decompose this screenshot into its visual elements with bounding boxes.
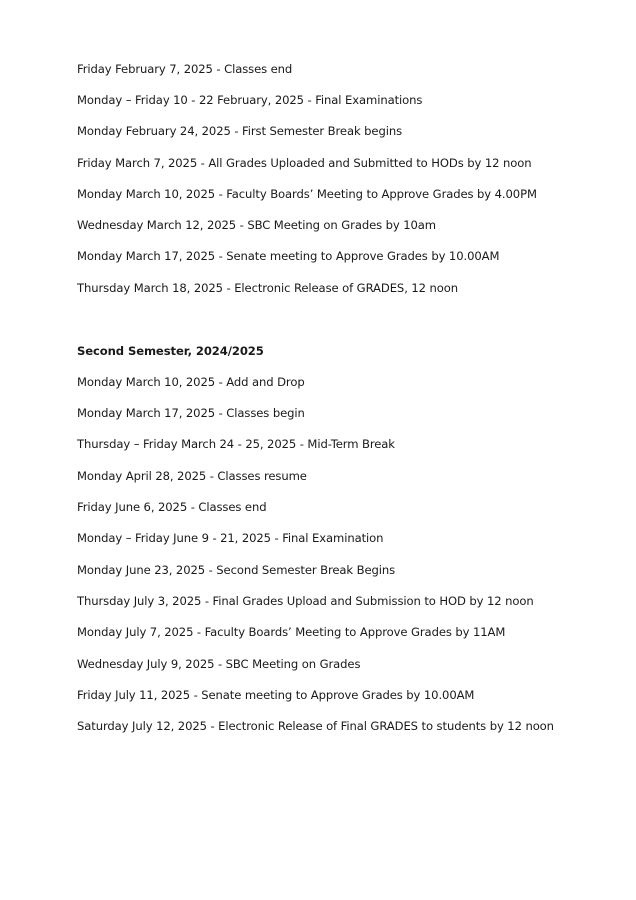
event-line: Wednesday July 9, 2025 - SBC Meeting on Grades xyxy=(77,657,361,671)
event-line: Monday – Friday June 9 - 21, 2025 - Final Examination xyxy=(77,531,384,545)
event-line: Thursday – Friday March 24 - 25, 2025 - Mid-Term Break xyxy=(77,437,395,451)
event-line: Saturday July 12, 2025 - Electronic Release of Final GRADES to students by 12 noon xyxy=(77,719,554,733)
event-line: Thursday July 3, 2025 - Final Grades Upload and Submission to HOD by 12 noon xyxy=(77,594,534,608)
event-line: Monday July 7, 2025 - Faculty Boards’ Meeting to Approve Grades by 11AM xyxy=(77,625,506,639)
event-line: Wednesday March 12, 2025 - SBC Meeting on Grades by 10am xyxy=(77,218,436,232)
event-line: Friday March 7, 2025 - All Grades Uploaded and Submitted to HODs by 12 noon xyxy=(77,156,532,170)
event-line: Monday March 10, 2025 - Add and Drop xyxy=(77,375,305,389)
event-line: Monday June 23, 2025 - Second Semester Break Begins xyxy=(77,563,396,577)
event-line: Monday March 17, 2025 - Classes begin xyxy=(77,406,305,420)
event-line: Monday March 17, 2025 - Senate meeting to Approve Grades by 10.00AM xyxy=(77,249,500,263)
event-line: Friday July 11, 2025 - Senate meeting to Approve Grades by 10.00AM xyxy=(77,688,475,702)
event-line: Monday April 28, 2025 - Classes resume xyxy=(77,469,307,483)
event-line: Friday June 6, 2025 - Classes end xyxy=(77,500,267,514)
event-line: Monday – Friday 10 - 22 February, 2025 - Final Examinations xyxy=(77,93,423,107)
event-line: Thursday March 18, 2025 - Electronic Release of GRADES, 12 noon xyxy=(77,281,458,295)
event-line: Monday February 24, 2025 - First Semester Break begins xyxy=(77,124,403,138)
event-line: Friday February 7, 2025 - Classes end xyxy=(77,62,293,76)
event-line: Monday March 10, 2025 - Faculty Boards’ Meeting to Approve Grades by 4.00PM xyxy=(77,187,537,201)
section-heading: Second Semester, 2024/2025 xyxy=(77,344,264,358)
